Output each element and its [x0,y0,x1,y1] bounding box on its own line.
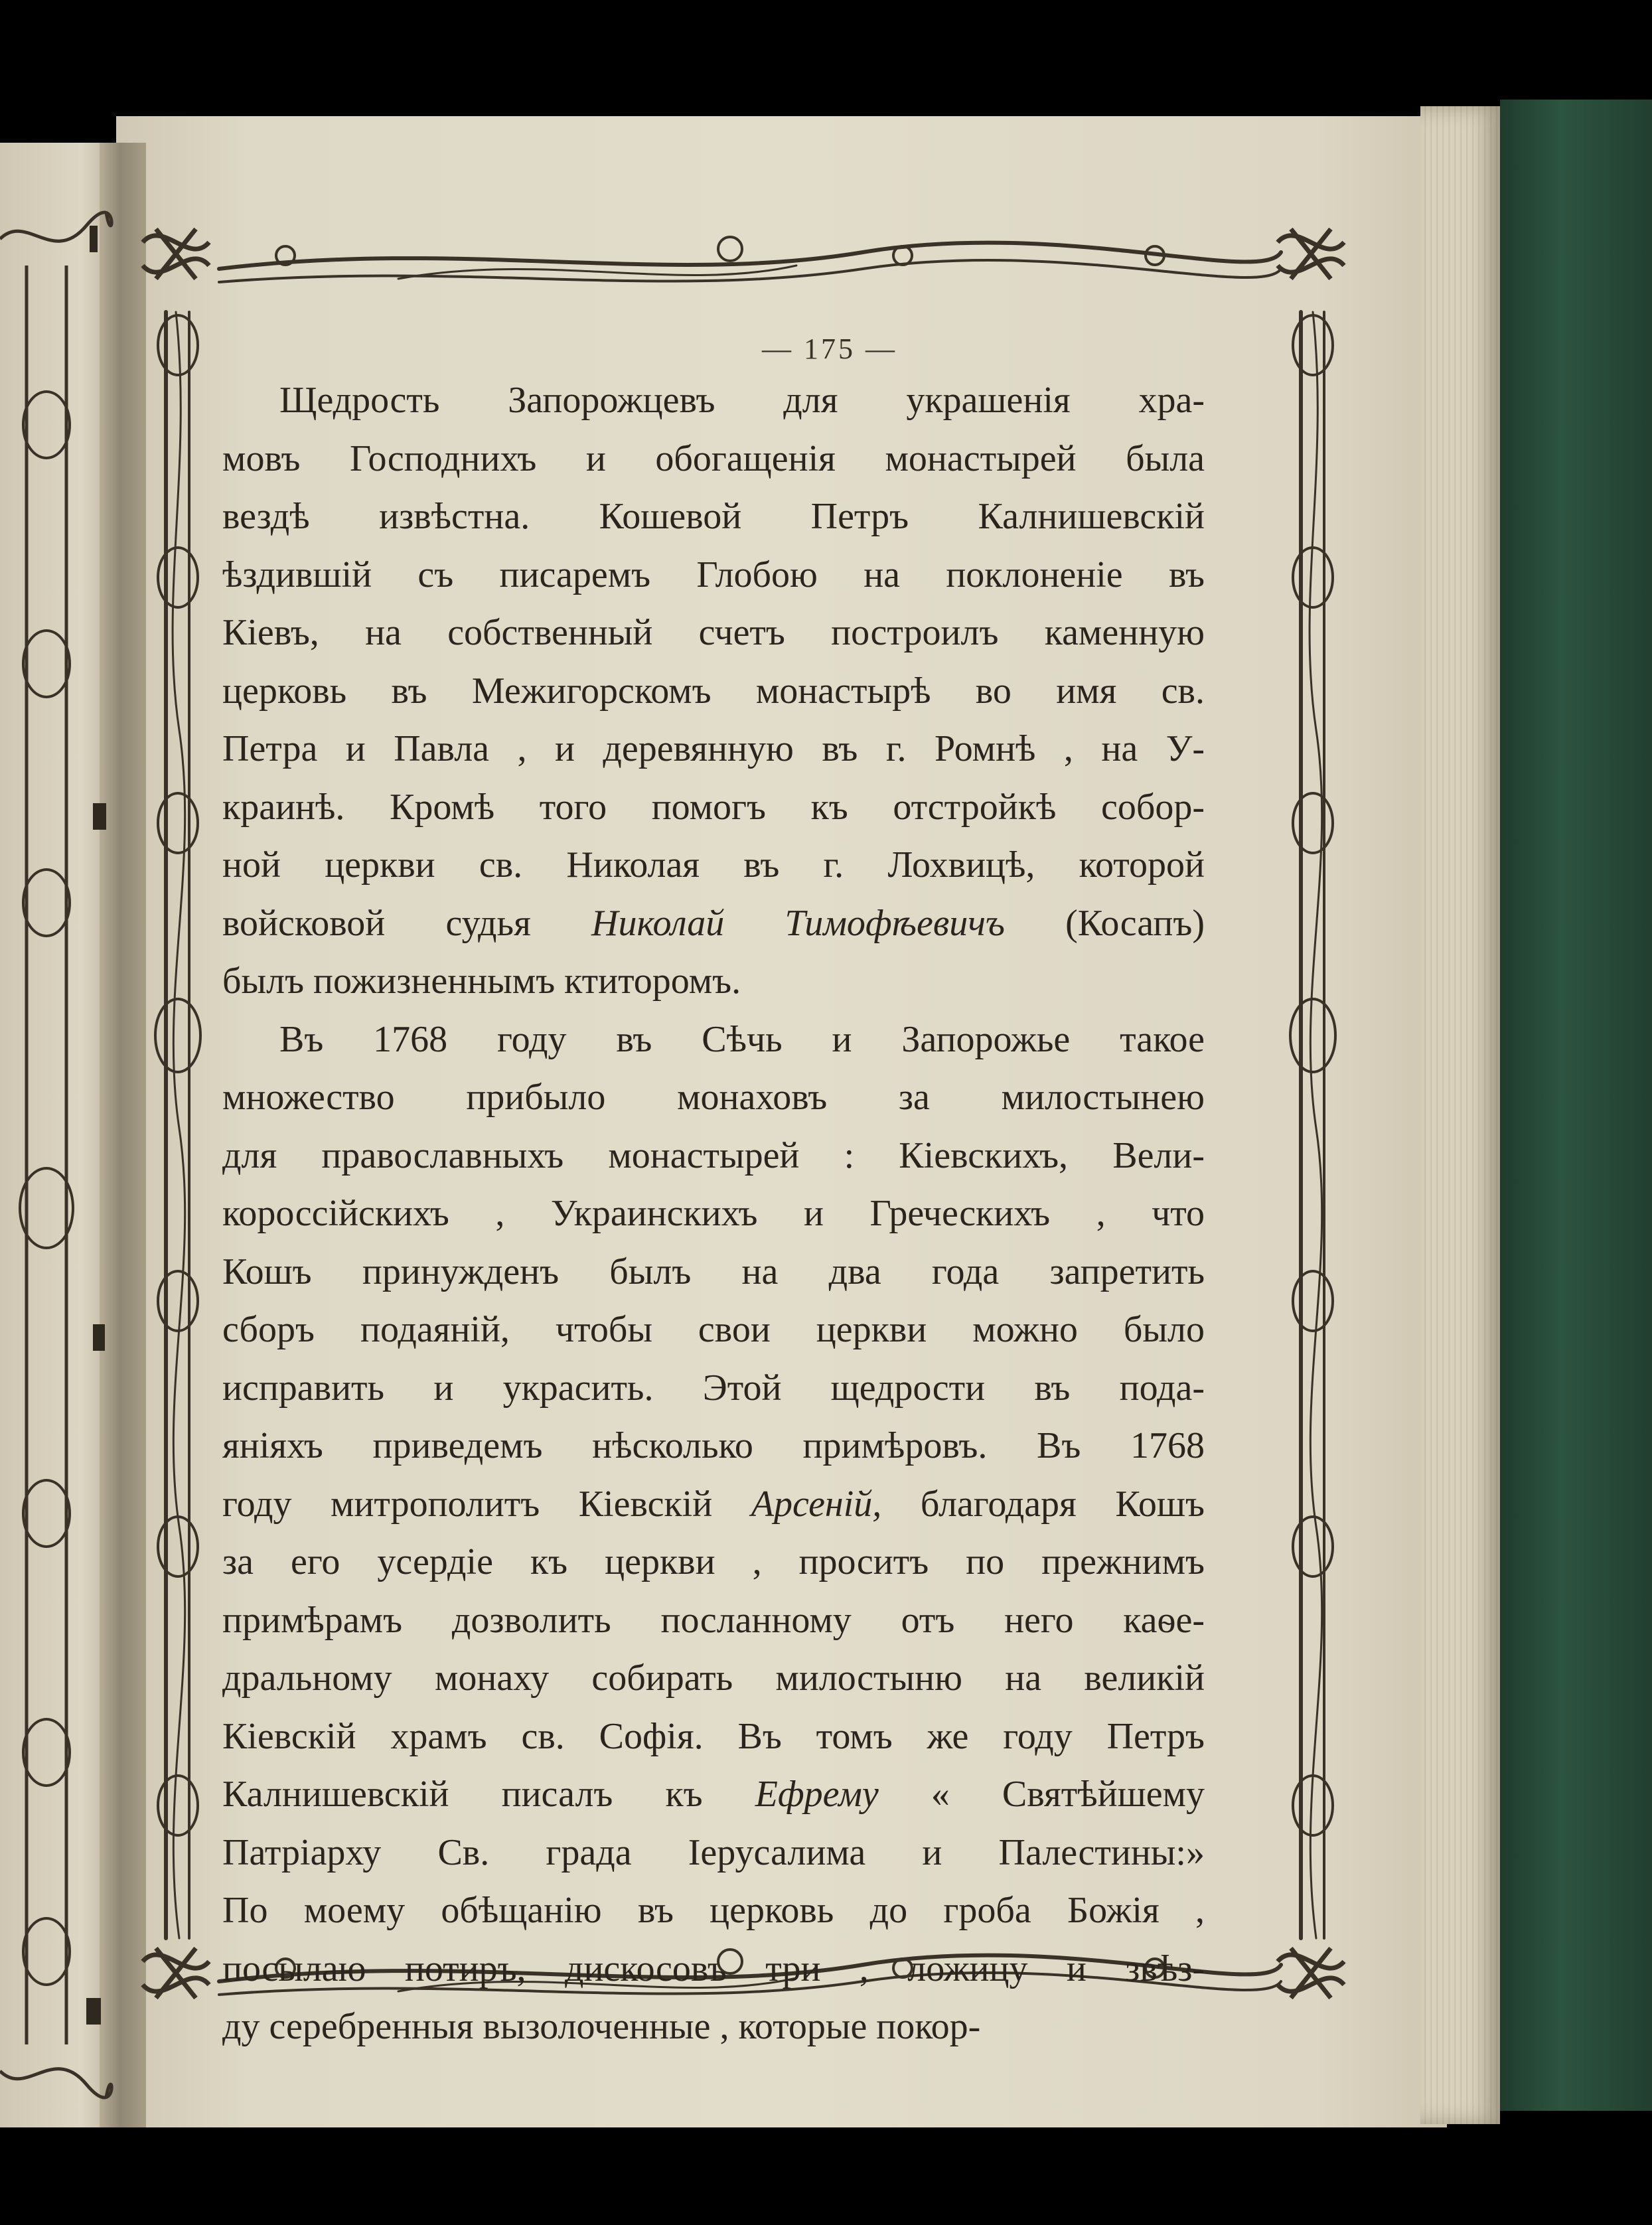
text-line [222,430,1205,489]
text-run: году митрополитъ Кіевскій [222,1483,751,1525]
text-run: церковь въ Межигорскомъ монастырѣ во имя св. [222,670,1205,712]
text-line [222,1301,1205,1359]
page-number: — 175 — [762,333,897,365]
text-run: Щедрость Запорожцевъ для украшенія хра- [279,380,1205,421]
text-line [222,1533,1205,1592]
text-run: вездѣ извѣстна. Кошевой Петръ Калнишевскій [222,496,1205,537]
text-line [222,1824,1205,1882]
text-line [222,1011,1205,1069]
text-line [222,1940,1205,1999]
page-body-text [222,372,1205,2056]
text-run: Калнишевскій писалъ къ [222,1774,755,1815]
text-line [222,1359,1205,1418]
text-line [222,1069,1205,1127]
text-run: Кіевскій храмъ св. Софія. Въ томъ же году Петръ [222,1715,1205,1757]
text-line [222,662,1205,721]
text-line [222,488,1205,546]
text-line [222,1127,1205,1186]
text-run: за его усердіе къ церкви , проситъ по прежнимъ [222,1541,1205,1582]
text-run: сборъ подаяній, чтобы свои церкви можно было [222,1309,1205,1350]
text-line [222,1650,1205,1708]
text-run: Кіевъ, на собственный счетъ построилъ каменную [222,612,1205,653]
text-run: « Святѣйшему [878,1774,1205,1815]
text-run: По моему обѣщанію въ церковь до гроба Божія , [222,1890,1205,1931]
text-line [222,604,1205,662]
text-run: Въ 1768 году въ Сѣчь и Запорожье такое [279,1018,1205,1060]
text-run: Патріарху Св. града Іерусалима и Палестины:» [222,1831,1205,1873]
text-run: (Косапъ) [1004,902,1205,944]
text-line [222,1476,1205,1534]
text-line [222,1417,1205,1476]
italic-name: Николай Тимофѣевичъ [591,902,1005,944]
text-line [222,1882,1205,1940]
text-run: посылаю потиръ, дискосовъ три , ложицу и звѣз- [222,1948,1205,1989]
italic-name: Ефрему [755,1774,879,1815]
text-line [222,372,1205,430]
text-line [222,1766,1205,1824]
text-line [222,546,1205,605]
text-run: для православныхъ монастырей : Кіевскихъ, Вели- [222,1134,1205,1176]
text-run: ной церкви св. Николая въ г. Лохвицѣ, которой [222,844,1205,885]
text-line [222,1592,1205,1650]
text-run: Петра и Павла , и деревянную въ г. Ромнѣ , на У- [222,728,1205,769]
text-run: дральному монаху собирать милостыню на великій [222,1657,1205,1699]
text-run: войсковой судья [222,902,591,944]
text-run: яніяхъ приведемъ нѣсколько примѣровъ. Въ 1768 [222,1425,1205,1466]
text-run: благодаря Кошъ [881,1483,1205,1525]
text-run: Кошъ принужденъ былъ на два года запретить [222,1251,1205,1292]
text-line [222,1243,1205,1302]
text-line [222,836,1205,895]
text-line [222,953,1205,1011]
text-line [222,1185,1205,1243]
text-line [222,779,1205,837]
text-run: исправить и украсить. Этой щедрости въ пода- [222,1367,1205,1409]
text-run: примѣрамъ дозволить посланному отъ него каѳе- [222,1599,1205,1641]
text-line [222,895,1205,953]
text-run: былъ пожизненнымъ ктиторомъ. [222,960,741,1002]
text-run: короссійскихъ , Украинскихъ и Греческихъ , что [222,1193,1205,1234]
italic-name: Арсеній, [751,1483,882,1525]
text-run: множество прибыло монаховъ за милостынею [222,1077,1205,1118]
text-run: ду серебренныя вызолоченные , которые покор- [222,2006,981,2047]
text-run: краинѣ. Кромѣ того помогъ къ отстройкѣ собор- [222,786,1205,828]
text-line [222,1998,1205,2056]
text-line [222,1708,1205,1766]
text-run: ѣздившій съ писаремъ Глобою на поклоненіе въ [222,554,1205,595]
text-run: мовъ Господнихъ и обогащенія монастырей была [222,437,1205,479]
text-line [222,720,1205,779]
